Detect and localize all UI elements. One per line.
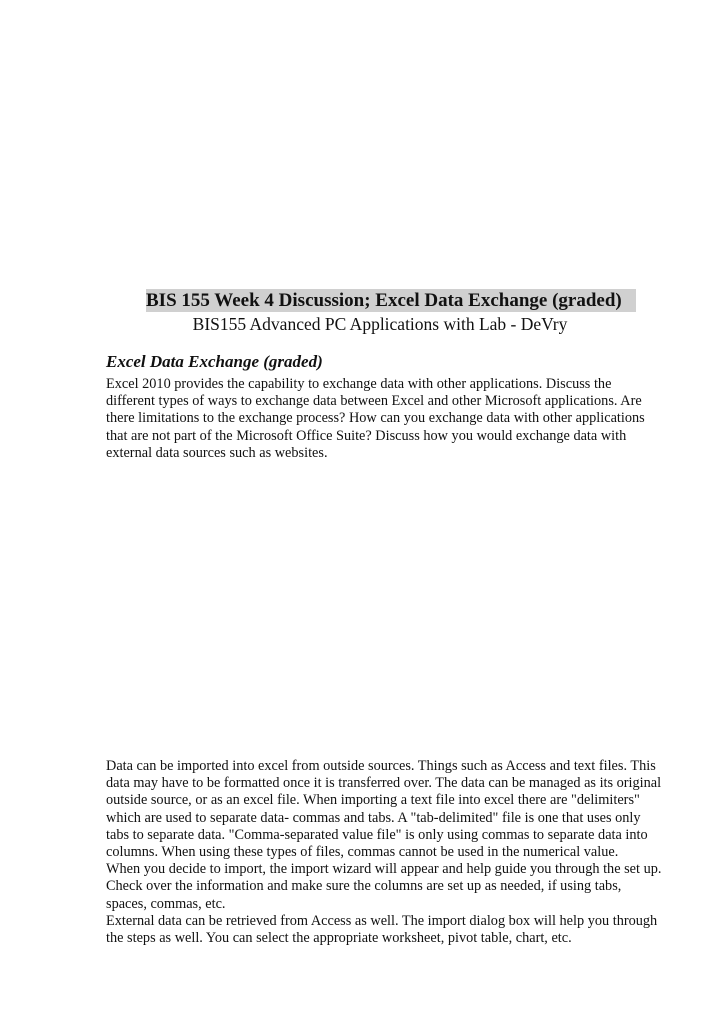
prompt-line: there limitations to the exchange process? How can you exchange data with other applications xyxy=(106,410,645,427)
section-heading: Excel Data Exchange (graded) xyxy=(106,352,323,371)
answer-line: outside source, or as an excel file. When importing a text file into excel there are "delimiters" xyxy=(106,792,640,809)
answer-line: spaces, commas, etc. xyxy=(106,895,226,912)
document-title: BIS 155 Week 4 Discussion; Excel Data Exchange (graded) xyxy=(146,289,636,312)
discussion-answer xyxy=(106,758,706,947)
document-subtitle: BIS155 Advanced PC Applications with Lab - DeVry xyxy=(192,314,568,334)
prompt-line: external data sources such as websites. xyxy=(106,444,328,461)
answer-line: Data can be imported into excel from outside sources. Things such as Access and text files. This xyxy=(106,758,656,774)
prompt-line: different types of ways to exchange data between Excel and other Microsoft applications. Are xyxy=(106,393,642,410)
answer-line: the steps as well. You can select the appropriate worksheet, pivot table, chart, etc. xyxy=(106,930,572,947)
discussion-prompt xyxy=(106,376,666,462)
answer-line: data may have to be formatted once it is transferred over. The data can be managed as its original xyxy=(106,775,662,792)
answer-line: When you decide to import, the import wizard will appear and help guide you through the set up. xyxy=(106,861,662,878)
prompt-line: Excel 2010 provides the capability to exchange data with other applications. Discuss the xyxy=(106,376,612,392)
answer-line: columns. When using these types of files, commas cannot be used in the numerical value. xyxy=(106,844,619,861)
answer-line: which are used to separate data- commas and tabs. A "tab-delimited" file is one that uses only xyxy=(106,809,641,826)
prompt-line: that are not part of the Microsoft Office Suite? Discuss how you would exchange data with xyxy=(106,427,627,444)
answer-line: External data can be retrieved from Access as well. The import dialog box will help you through xyxy=(106,912,658,929)
answer-line: tabs to separate data. "Comma-separated value file" is only using commas to separate data into xyxy=(106,826,648,843)
answer-line: Check over the information and make sure the columns are set up as needed, if using tabs, xyxy=(106,878,622,895)
